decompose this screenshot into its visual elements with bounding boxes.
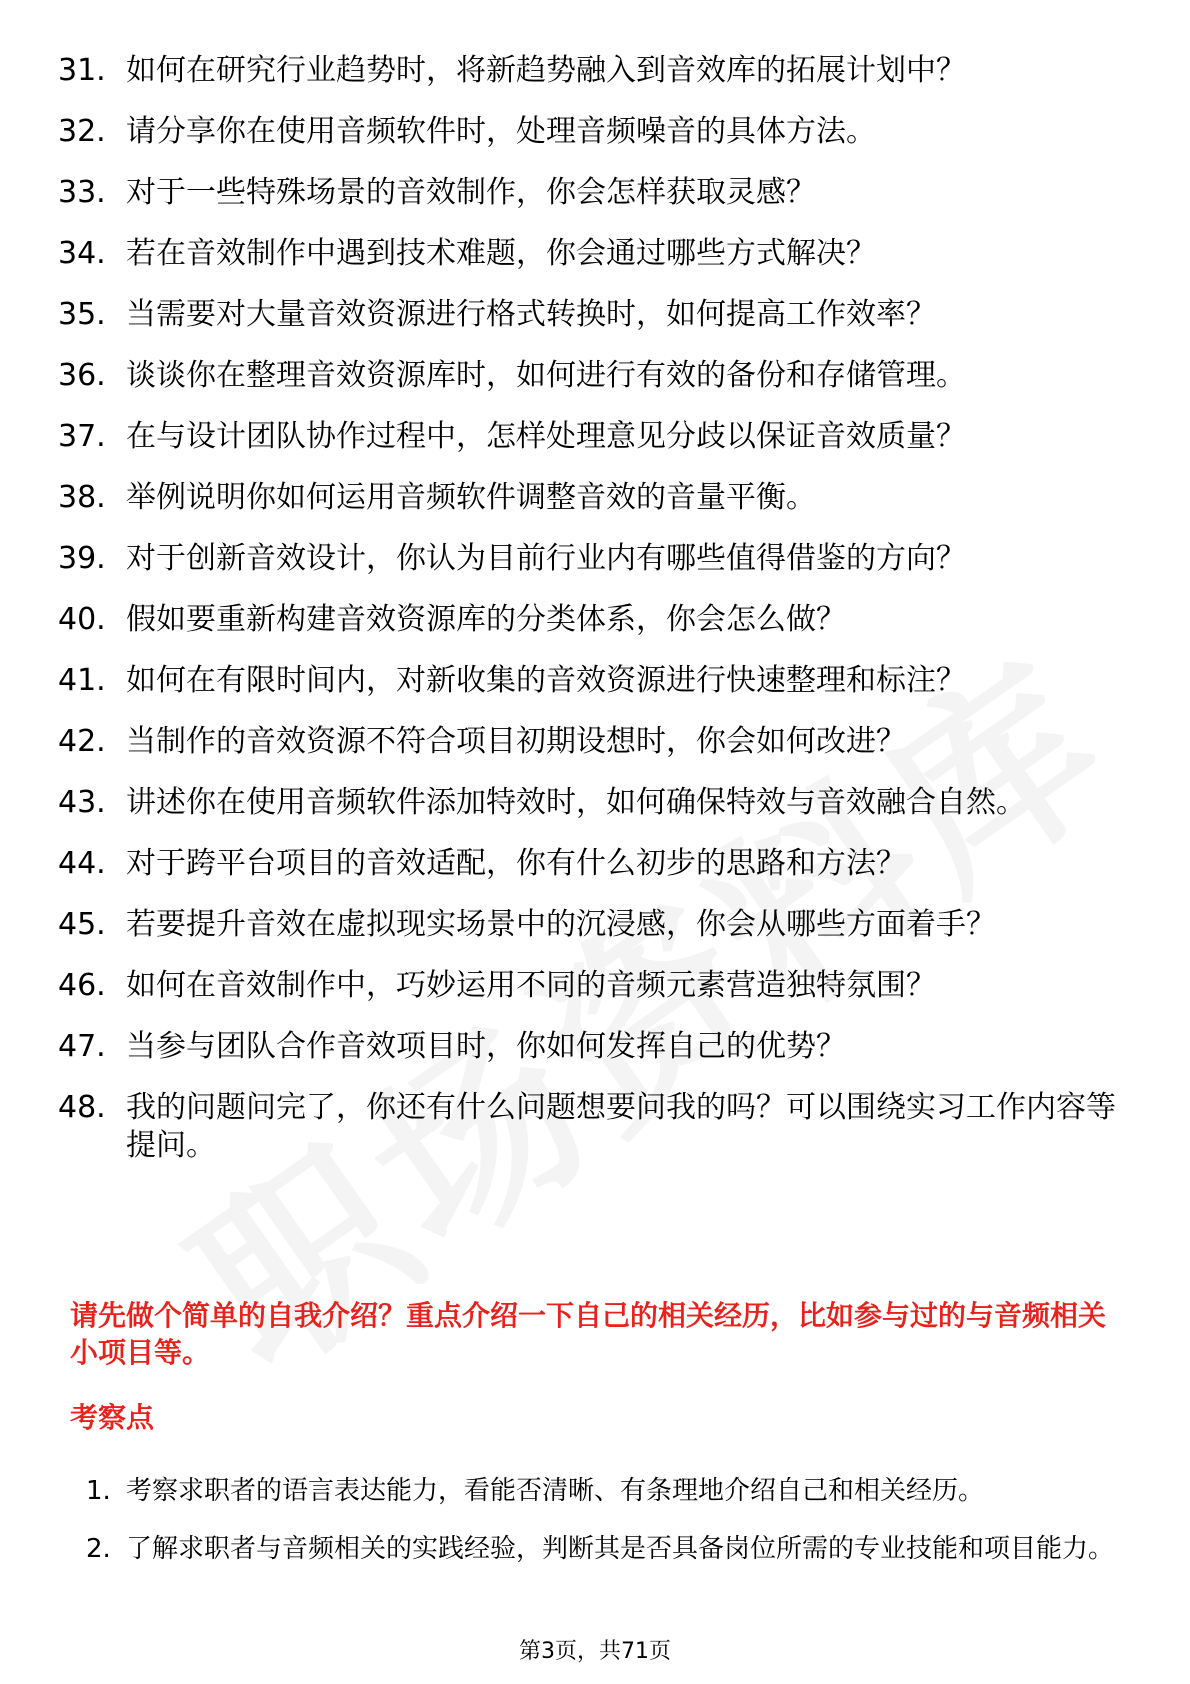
question-text: 当参与团队合作音效项目时，你如何发挥自己的优势？ bbox=[126, 1029, 846, 1064]
question-number: 36. bbox=[58, 358, 106, 393]
question-number: 32. bbox=[58, 114, 106, 149]
question-number: 48. bbox=[58, 1090, 106, 1125]
question-item bbox=[58, 418, 1118, 456]
question-text: 如何在有限时间内，对新收集的音效资源进行快速整理和标注？ bbox=[126, 663, 966, 698]
question-item bbox=[58, 235, 1118, 273]
question-item bbox=[58, 357, 1118, 395]
question-number: 37. bbox=[58, 419, 106, 454]
question-item bbox=[58, 1089, 1118, 1165]
page-footer: 第3页，共71页 bbox=[519, 1639, 671, 1664]
point-text: 考察求职者的语言表达能力，看能否清晰、有条理地介绍自己和相关经历。 bbox=[126, 1476, 985, 1506]
question-number: 41. bbox=[58, 663, 106, 698]
assessment-point bbox=[86, 1523, 1116, 1575]
question-text: 假如要重新构建音效资源库的分类体系，你会怎么做？ bbox=[126, 602, 846, 637]
question-item bbox=[58, 1028, 1118, 1066]
question-text: 若要提升音效在虚拟现实场景中的沉浸感，你会从哪些方面着手？ bbox=[126, 907, 996, 942]
question-item bbox=[58, 296, 1118, 334]
question-text: 在与设计团队协作过程中，怎样处理意见分歧以保证音效质量？ bbox=[126, 419, 966, 454]
question-text: 当制作的音效资源不符合项目初期设想时，你会如何改进？ bbox=[126, 724, 906, 759]
question-text: 当需要对大量音效资源进行格式转换时，如何提高工作效率？ bbox=[126, 297, 936, 332]
question-number: 33. bbox=[58, 175, 106, 210]
question-number: 40. bbox=[58, 602, 106, 637]
question-text: 若在音效制作中遇到技术难题，你会通过哪些方式解决？ bbox=[126, 236, 876, 271]
question-item bbox=[58, 662, 1118, 700]
question-number: 42. bbox=[58, 724, 106, 759]
question-text: 对于一些特殊场景的音效制作，你会怎样获取灵感？ bbox=[126, 175, 816, 210]
question-item bbox=[58, 784, 1118, 822]
question-text: 谈谈你在整理音效资源库时，如何进行有效的备份和存储管理。 bbox=[126, 358, 966, 393]
question-number: 47. bbox=[58, 1029, 106, 1064]
point-text: 了解求职者与音频相关的实践经验，判断其是否具备岗位所需的专业技能和项目能力。 bbox=[126, 1534, 1115, 1564]
question-text: 我的问题问完了，你还有什么问题想要问我的吗？可以围绕实习工作内容等提问。 bbox=[126, 1090, 1116, 1163]
question-text: 讲述你在使用音频软件添加特效时，如何确保特效与音效融合自然。 bbox=[126, 785, 1026, 820]
question-text: 举例说明你如何运用音频软件调整音效的音量平衡。 bbox=[126, 480, 816, 515]
question-item bbox=[58, 113, 1118, 151]
question-text: 请分享你在使用音频软件时，处理音频噪音的具体方法。 bbox=[126, 114, 876, 149]
question-number: 34. bbox=[58, 236, 106, 271]
assessment-points-list bbox=[86, 1465, 1116, 1581]
question-number: 38. bbox=[58, 480, 106, 515]
point-number: 1. bbox=[86, 1476, 111, 1506]
assessment-point bbox=[86, 1465, 1116, 1517]
question-item bbox=[58, 906, 1118, 944]
question-number: 45. bbox=[58, 907, 106, 942]
question-item bbox=[58, 967, 1118, 1005]
question-number: 31. bbox=[58, 53, 106, 88]
question-item bbox=[58, 479, 1118, 517]
question-number: 43. bbox=[58, 785, 106, 820]
question-item bbox=[58, 540, 1118, 578]
question-number: 39. bbox=[58, 541, 106, 576]
question-item bbox=[58, 601, 1118, 639]
question-text: 对于创新音效设计，你认为目前行业内有哪些值得借鉴的方向？ bbox=[126, 541, 966, 576]
question-item bbox=[58, 723, 1118, 761]
question-number: 35. bbox=[58, 297, 106, 332]
question-number: 44. bbox=[58, 846, 106, 881]
point-number: 2. bbox=[86, 1534, 111, 1564]
question-item bbox=[58, 52, 1118, 90]
question-item bbox=[58, 174, 1118, 212]
question-number: 46. bbox=[58, 968, 106, 1003]
question-list bbox=[58, 52, 1118, 1188]
question-text: 如何在音效制作中，巧妙运用不同的音频元素营造独特氛围？ bbox=[126, 968, 936, 1003]
section-title: 考察点 bbox=[70, 1401, 155, 1434]
question-text: 如何在研究行业趋势时，将新趋势融入到音效库的拓展计划中？ bbox=[126, 53, 966, 88]
question-text: 对于跨平台项目的音效适配，你有什么初步的思路和方法？ bbox=[126, 846, 906, 881]
question-item bbox=[58, 845, 1118, 883]
focus-question-heading: 请先做个简单的自我介绍？重点介绍一下自己的相关经历，比如参与过的与音频相关小项目等。 bbox=[70, 1299, 1107, 1369]
